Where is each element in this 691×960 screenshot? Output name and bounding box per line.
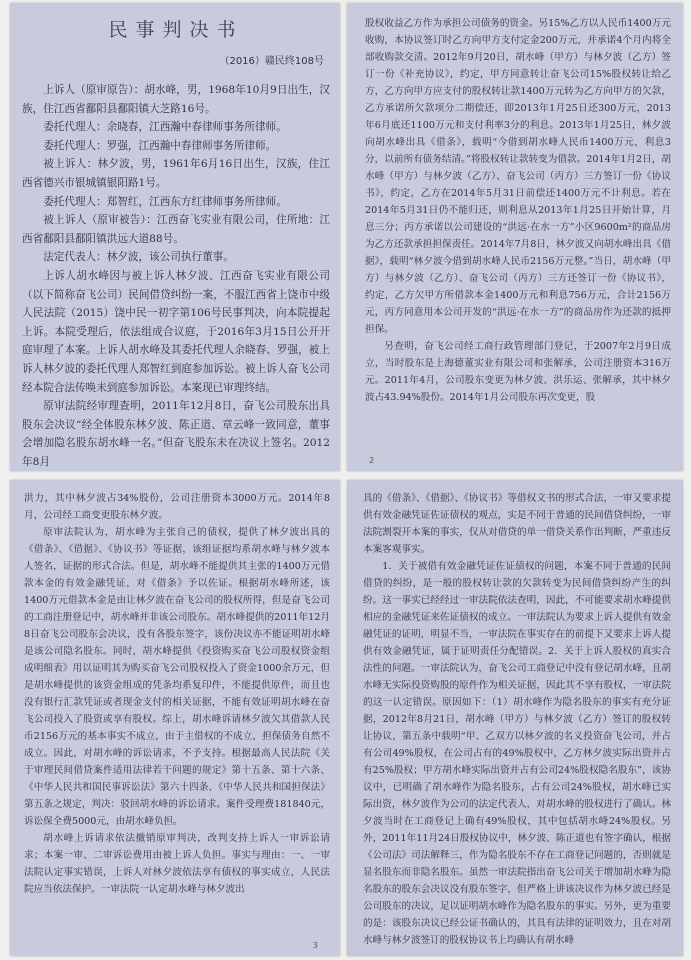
page-number: 3 — [312, 941, 318, 950]
judgment-page-2 — [347, 3, 683, 471]
party-paragraph: 被上诉人（原审被告）：江西奋飞实业有限公司，住所地：江西省鄱阳县鄱阳镇洪远大道88号。 — [22, 214, 330, 245]
body-paragraph: 具的《借条》、《借据》、《协议书》等借权文书的形式合法，一审又要求提供有效金融凭证佐证债权的观点，实是不同于普通的民间借贷纠纷，一审法院割裂开本案的事实，仅从对借贷的单一借贷关系作出判断，严重违反本案客观事实。 — [363, 493, 671, 555]
party-paragraph: 委托代理人：罗强，江西瀚中春律师事务所律师。 — [43, 139, 277, 152]
body-paragraph: 1．关于被借有效金融凭证佐证债权的问题，本案不同于普通的民间借贷的纠纷，是一般的股权转让款的欠款转变为民间借贷纠纷产生的纠纷。这一事实已经经过一审法院依法查明，因此，不可能要求胡水峰提供相应的金融凭证来佐证债权的成立。一审法院认为要求上诉人提供有效金融凭证的证明，明显不当，一审法院在事实存在的前提下又要求上诉人提供有效金融凭证，属于证明责任分配错误。2．关于上诉人股权的真实合法性的问题。一审法院认为，奋飞公司工商登记中没有登记胡水峰，且胡水峰无实际投资购股的原件作为相关证据，因此其不享有股权，一审法院的这一认定错误。原因如下：（1）胡水峰作为隐名股东的事实有充分证据，2012年8月21日，胡水峰（甲方）与林夕波（乙方）签订的股权转让协议，第五条中载明“甲、乙双方以林夕波的名义投资奋飞公司，并占有公司49%股权，在公司占有的49%股权中，乙方林夕波实际出资并占有25%股权；甲方胡水峰实际出资并占有公司24%股权隐名股东”，该协议中，已明确了胡水峰作为隐名股东，占有公司24%股权，胡水峰已实际出资，林夕波作为公司的法定代表人，对胡水峰的股权进行了确认。林夕波当时在工商登记上确有49%股权，其中包括胡水峰24%股权。另外，2011年11月24日股权协议中，林夕波、陈正道也有签字确认，根据《公司法》司法解释三，作为隐名股东不存在工商登记问题的，否则就是显名股东而非隐名股东。虽然一审法院指出奋飞公司关于增加胡水峰为隐名股东的股东会决议没有股东签字，但严格上讲该决议作为林夕波已经是公司股东的决议，足以证明胡水峰作为隐名股东的事实。另外，更为重要的是：该股东决议已经公证书确认的，其具有法律的证明效力，且在对胡水峰与林夕波签订的股权协议书上均确认有胡水峰 — [363, 561, 671, 946]
body-paragraph: 股权收益乙方作为承担公司债务的资金。另15%乙方以人民币1400万元收购，本协议签订时乙方向甲方支付定金200万元，并承诺4个月内将全部收购款交清。2012年9月20日，胡水峰（甲方）与林夕波（乙方）签订一份《补充协议》，约定，甲方同意转让奋飞公司15%股权转让给乙方，乙方向甲方应支付的股权转让款1400万元转为乙方向甲方的欠款，乙方承诺所欠款项分二期偿还，即2013年1月25日还300万元，2013年6月底还1100万元和支付利率3分的利息。2013年1月25日，林夕波向胡水峰出具《借条》，载明“今借到胡水峰人民币1400万元，利息3分，以前所有债务结清。”将股权转让款转变为借款。2014年1月2日，胡水峰（甲方）与林夕波（乙方）、奋飞公司（丙方）三方签订一份《协议书》，约定，乙方在2014年5月31日前偿还1400万元不计利息。若在2014年5月31日仍不能归还，则利息从2013年1月25日开始计算，月息三分；丙方承诺以公司建设的“洪远·在水一方”小区9600m²的商品房为乙方还款承担担保责任。2014年7月8日，林夕波又向胡水峰出具《借据》，载明“林夕波今借到胡水峰人民币2156万元整。”当日，胡水峰（甲方）与林夕波（乙方）、奋飞公司（丙方）三方还签订一份《协议书》，约定，乙方欠甲方所借款本金1400万元和利息756万元，合计2156万元，丙方同意用本公司开发的“洪远·在水一方”的商品房作为还款的抵押担保。 — [365, 18, 671, 335]
document-title: 民事判决书 — [108, 19, 244, 41]
body-paragraph: 另查明，奋飞公司经工商行政管理部门登记，于2007年2月9日成立，当时股东是上海德董实业有限公司和张解承，公司注册资本316万元。2011年4月，公司股东变更为林夕波、洪乐运、张解承，其中林夕波占43.94%股份。2014年1月公司股东再次变更，股 — [365, 341, 671, 403]
page-number: 2 — [369, 456, 375, 465]
body-paragraph: 胡水峰上诉请求依法撤销原审判决，改判支持上诉人一审诉讼请求；本案一审、二审诉讼费用由被上诉人负担。事实与理由：一、一审法院认定事实错误，上诉人对林夕波依法享有债权的事实成立，人民法院应当依法保护。一审法院一认定胡水峰与林夕波出 — [24, 833, 330, 895]
party-paragraph: 法定代表人：林夕波，该公司执行董事。 — [43, 251, 234, 264]
judgment-page-3 — [10, 480, 340, 956]
judgment-page-1 — [10, 3, 340, 471]
judgment-page-4 — [347, 480, 683, 956]
body-paragraph: 原审法院认为，胡水峰为主张自己的债权，提供了林夕波出具的《借条》、《借据》、《协议书》等证据，该组证据均系胡水峰与林夕波本人签名，证据的形式合法。但是，胡水峰不能提供其主张的1400万元借款本金的有效金融凭证，对《借条》予以佐证。根据胡水峰所述，该1400万元借款本金是由让林夕波在奋飞公司的股权所得，但是奋飞公司的工商注册登记中，胡水峰并非该公司股东。胡水峰提供的2011年12月8日奋飞公司股东会决议，没有各股东签字，该份决议亦不能证明胡水峰是该公司隐名股东。同时，胡水峰提供《投资购买奋飞公司股权资金组成明细表》用以证明其为购买奋飞公司股权投入了资金1000余万元，但是胡水峰提供的该资金组成的凭条均系复印件，不能提供原件，而且也没有银行汇款凭证或者现金支付的相关证据，不能有效证明胡水峰在奋飞公司投入了股资或享有股权。综上，胡水峰诉请林夕波欠其借款人民币2156万元的基本事实不成立，由于主借权的不成立，担保债务自然不成立。因此，对胡水峰的诉讼请求，不予支持。根据最高人民法院《关于审理民间借贷案件适用法律若干问题的规定》第十五条、第十六条、《中华人民共和国民事诉讼法》第六十四条、《中华人民共和国担保法》第五条之规定，判决：驳回胡水峰的诉讼请求。案件受理费181840元，诉讼保全费5000元，由胡水峰负担。 — [24, 527, 330, 827]
body-paragraph: 原审法院经审理查明，2011年12月8日，奋飞公司股东出具股东会决议“经全体股东林夕波、陈正道、章云峰一致同意，董事会增加隐名股东胡水峰一名。”但奋飞股东未在决议上签名。2012年8月 — [22, 400, 330, 468]
body-paragraph: 洪力，其中林夕波占34%股份，公司注册资本3000万元。2014年8月，公司经工商变更股东林夕波。 — [24, 493, 330, 521]
party-paragraph: 委托代理人：郑智红，江西东方红律师事务所律师。 — [43, 195, 287, 208]
body-paragraph: 上诉人胡水峰因与被上诉人林夕波、江西奋飞实业有限公司（以下简称奋飞公司）民间借贷纠纷一案，不服江西省上饶市中级人民法院（2015）饶中民一初字第106号民事判决，向本院提起上诉。本院受理后，依法组成合议庭，于2016年3月15日公开开庭审理了本案。上诉人胡水峰及其委托代理人余晓春、罗强，被上诉人林夕波的委托代理人郑智红到庭参加诉讼。被上诉人奋飞公司经本院合法传唤未到庭参加诉讼。本案现已审理终结。 — [22, 269, 330, 394]
case-number: （2016）赣民终108号 — [219, 56, 324, 67]
party-paragraph: 上诉人（原审原告）：胡水峰，男，1968年10月9日出生，汉族，住江西省鄱阳县鄱阳镇大芝路16号。 — [22, 84, 330, 115]
party-paragraph: 被上诉人：林夕波，男，1961年6月16日出生，汉族，住江西省德兴市银城镇银阳路1号。 — [22, 158, 330, 189]
party-paragraph: 委托代理人：余晓春，江西瀚中春律师事务所律师。 — [43, 121, 287, 134]
